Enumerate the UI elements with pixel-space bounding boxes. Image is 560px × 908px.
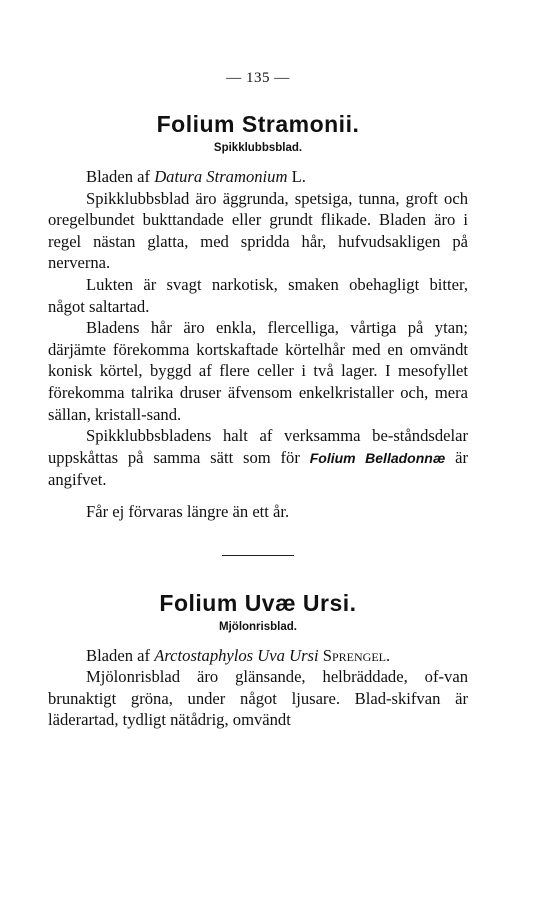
author-name: Sprengel [322, 645, 386, 665]
species-name: Arctostaphylos Uva Ursi [154, 645, 319, 665]
paragraph-description: Mjölonrisblad äro glänsande, helbräddade, of-van brunaktigt gröna, under något ljusare. Blad-skifvan är läderartad, tydligt nätådrig, omvändt [48, 667, 468, 730]
section-body-stramonii [48, 166, 468, 523]
species-name: Datura Stramonium [154, 167, 288, 186]
paragraph-content: Spikklubbsbladens halt af verksamma be-ståndsdelar uppskåttas på samma sätt som för Folium Belladonnæ är angifvet. [48, 426, 469, 490]
paragraph-description: Spikklubbsblad äro äggrunda, spetsiga, tunna, groft och oregelbundet bukttandade eller grundt flikade. Bladen äro i regel nästan glatta, med spridda hår, hufvudsakligen på nerverna. [48, 188, 468, 273]
paragraph-microscopy: Bladens hår äro enkla, flercelliga, vårtiga på ytan; därjämte förekomma kortskaftade körtelhår med en omvändt konisk körtel, byggd af flere celler i två lager. I mesofyllet förekomma talrika druser äfvensom enkelkristaller och, mera sällan, kristall-sand. [48, 318, 468, 424]
section-title-stramonii: Folium Stramonii. [156, 111, 360, 137]
section-title-uvae-ursi: Folium Uvæ Ursi. [159, 589, 357, 616]
reference-name: Folium Belladonnæ [309, 449, 446, 466]
document-page [48, 60, 468, 731]
section-body-uvae-ursi [48, 645, 468, 731]
section-subtitle-mjolonrisblad: Mjölonrisblad. [219, 620, 297, 633]
page-number: — 135 — [226, 70, 290, 86]
paragraph-source: Bladen af Arctostaphylos Uva Ursi Sprengel. [86, 645, 391, 665]
section-subtitle-spikklubbsblad: Spikklubbsblad. [213, 142, 303, 154]
paragraph-smell-taste: Lukten är svagt narkotisk, smaken obehagligt bitter, något saltartad. [48, 274, 468, 316]
paragraph-storage: Får ej förvaras längre än ett år. [86, 501, 290, 521]
paragraph-source: Bladen af Datura Stramonium L. [86, 167, 306, 186]
